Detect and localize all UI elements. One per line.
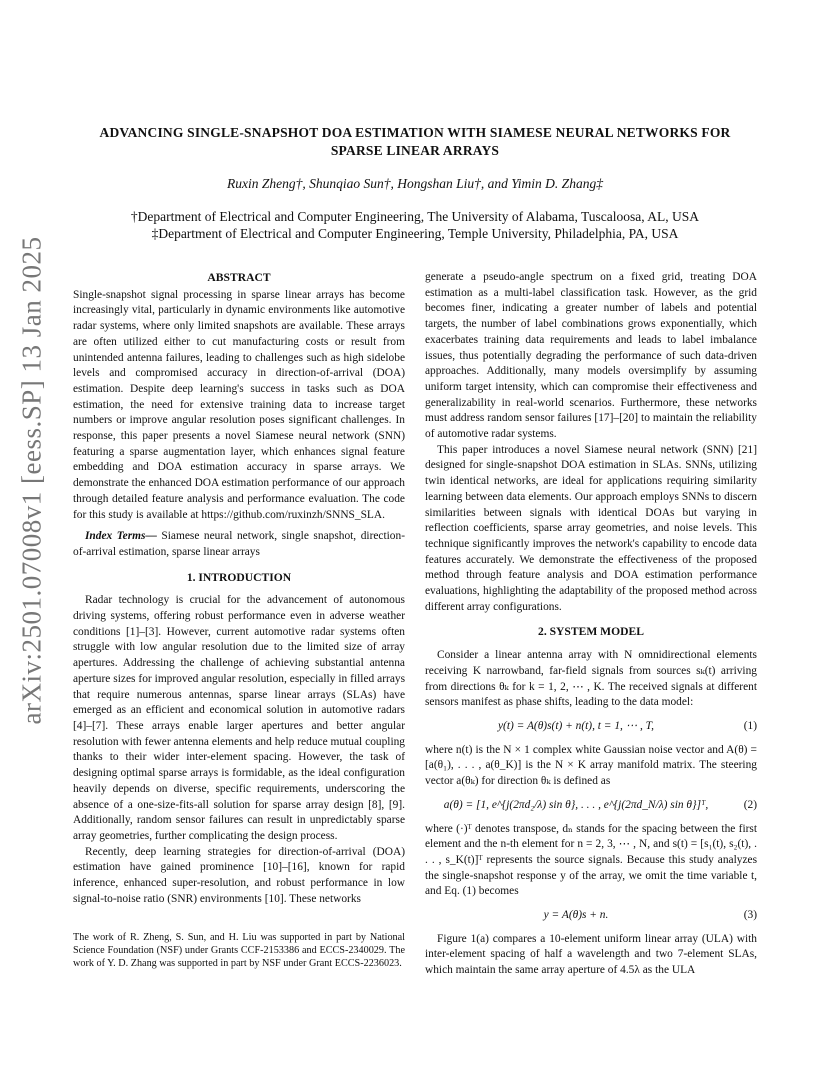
abstract-text: Single-snapshot signal processing in sparse linear arrays has become increasingly vital, particularly in dynamic environments like automotive radar systems, where only limited snapshots are available. These arrays are often utilized either to cut manufacturing costs or result from unintended antenna failures, leading to challenges such as high sidelobe levels and compromised accuracy in direction-of-arrival (DOA) estimation. Despite deep learning's success in tasks such as DOA estimation, the need for extensive training data to increase target numbers or improve angular resolution poses significant challenges. In response, this paper presents a novel Siamese neural network (SNN) featuring a sparse augmentation layer, which enhances signal feature embedding and DOA estimation accuracy in sparse arrays. We demonstrate the enhanced DOA estimation performance of our approach through detailed feature analysis and performance evaluation. The code for this study is available at https://github.com/ruxinzh/SNNS_SLA. <box>73 288 405 521</box>
right-column <box>425 270 757 979</box>
index-terms-label: Index Terms— <box>85 530 157 543</box>
equation-1-number: (1) <box>743 719 757 732</box>
equation-1 <box>425 719 757 735</box>
intro-paragraph-1: Radar technology is crucial for the advancement of autonomous driving systems, offering robust performance even in adverse weather conditions [1]–[3]. However, current automotive radar systems often struggle with low angular resolution due to the limited size of array apertures. Addressing the challenge of achieving substantial antenna aperture sizes for improved angular resolution, especially in filled arrays that require numerous antennas, sparse linear arrays (SLAs) have emerged as an efficient and economical solution in automotive radars [4]–[7]. These arrays enable larger apertures and better angular resolution with fewer antenna elements and help reduce mutual coupling thanks to their wider inter-element spacing. However, the task of designing optimal sparse arrays is formidable, as the ideal configuration heavily depends on diverse, specific requirements, underscoring the absence of a one-size-fits-all solution for sparse array design [8], [9]. Additionally, random sensor failures can result in unpredictably sparse array geometries, further complicating the design process. <box>73 594 405 842</box>
paper-title: ADVANCING SINGLE-SNAPSHOT DOA ESTIMATION WITH SIAMESE NEURAL NETWORKS FOR SPARSE LINEAR ARRAYS <box>99 125 731 158</box>
system-model-heading: 2. SYSTEM MODEL <box>538 625 644 639</box>
funding-footnote <box>73 930 405 970</box>
index-terms-text: Siamese neural network, single snapshot, direction-of-arrival estimation, sparse linear arrays <box>73 530 405 558</box>
equation-2 <box>425 798 757 814</box>
affiliations <box>80 208 750 242</box>
index-terms <box>73 529 405 560</box>
affiliation-alabama: †Department of Electrical and Computer Engineering, The University of Alabama, Tuscaloosa, AL, USA <box>130 209 700 224</box>
system-model-paragraph-1: Consider a linear antenna array with N omnidirectional elements receiving K narrowband, far-field signals from sources sₖ(t) arriving from directions θₖ for k = 1, 2, ⋯ , K. The received signals at different sensors manifest as phase shifts, leading to the data model: <box>425 649 757 709</box>
system-model-paragraph-2: where n(t) is the N × 1 complex white Gaussian noise vector and A(θ) = [a(θ₁), . . . , a(θ_K)] is the N × K array manifold matrix. The steering vector a(θₖ) for direction θₖ is defined as <box>425 743 757 788</box>
equation-2-number: (2) <box>743 798 757 811</box>
equation-3-number: (3) <box>743 909 757 922</box>
arxiv-stamp <box>12 236 52 724</box>
equation-3 <box>425 908 757 924</box>
left-column <box>73 270 405 907</box>
arxiv-stamp-text: arXiv:2501.07008v1 [eess.SP] 13 Jan 2025 <box>16 236 47 724</box>
equation-2-body: a(θ) = [1, e^{j(2πd₂/λ) sin θ}, . . . , e^{j(2πd_N/λ) sin θ}]ᵀ, <box>443 798 709 811</box>
authors: Ruxin Zheng†, Shunqiao Sun†, Hongshan Liu†, and Yimin D. Zhang‡ <box>227 176 603 191</box>
funding-footnote-text: The work of R. Zheng, S. Sun, and H. Liu was supported in part by National Science Foundation (NSF) under Grants CCF-2153386 and ECCS-2340029. The work of Y. D. Zhang was supported in part by NSF under Grant ECCS-2236023. <box>73 932 405 969</box>
system-model-paragraph-4: Figure 1(a) compares a 10-element uniform linear array (ULA) with inter-element spacing of half a wavelength and two 7-element SLAs, which maintain the same array aperture of 4.5λ as the ULA <box>425 932 757 977</box>
equation-3-body: y = A(θ)s + n. <box>543 909 609 922</box>
abstract-heading: ABSTRACT <box>207 271 271 284</box>
equation-1-body: y(t) = A(θ)s(t) + n(t), t = 1, ⋯ , T, <box>497 719 655 732</box>
intro-paragraph-3: This paper introduces a novel Siamese neural network (SNN) [21] designed for single-snapshot DOA estimation in SLAs. SNNs, utilizing twin identical networks, are ideal for applications requiring similarity learning between data elements. Our approach employs SNNs to discern similarities between signals with identical DOAs but varying in reflection coefficients, sparse array geometries, and noise levels. This technique significantly improves the network's capability to encode data features accurately. We demonstrate the effectiveness of the proposed method through feature analysis and DOA estimation performance evaluations, highlighting the adaptability of the proposed method across different array configurations. <box>425 443 757 613</box>
affiliation-temple: ‡Department of Electrical and Computer Engineering, Temple University, Philadelphia, PA, USA <box>151 226 679 241</box>
system-model-paragraph-3: where (·)ᵀ denotes transpose, dₙ stands for the spacing between the first element and the n-th element for n = 2, 3, ⋯ , N, and s(t) = [s₁(t), s₂(t), . . . , s_K(t)]ᵀ represents the source signals. Because this study analyzes the single-snapshot response y of the array, we omit the time variable t, and Eq. (1) becomes <box>425 822 757 898</box>
intro-paragraph-2-continued: generate a pseudo-angle spectrum on a fixed grid, treating DOA estimation as a multi-label classification task. However, as the grid becomes finer, indicating a greater number of labels and potential targets, the number of label combinations grows exponentially, which exacerbates training data requirements and leads to label imbalance issues, thus potentially degrading the performance of such data-driven approaches. Additionally, many models oversimplify by assuming uniform target intensity, which can compromise their effectiveness and generalizability in real-world scenarios. Furthermore, these networks must address random sensor failures [17]–[20] to maintain the reliability of automotive radar systems. <box>425 271 757 441</box>
intro-paragraph-2: Recently, deep learning strategies for direction-of-arrival (DOA) estimation have gained prominence [10]–[16], known for rapid inference, enhanced super-resolution, and robust performance in low signal-to-noise ratio (SNR) environments [10]. These networks <box>73 845 405 905</box>
introduction-heading: 1. INTRODUCTION <box>186 570 292 584</box>
